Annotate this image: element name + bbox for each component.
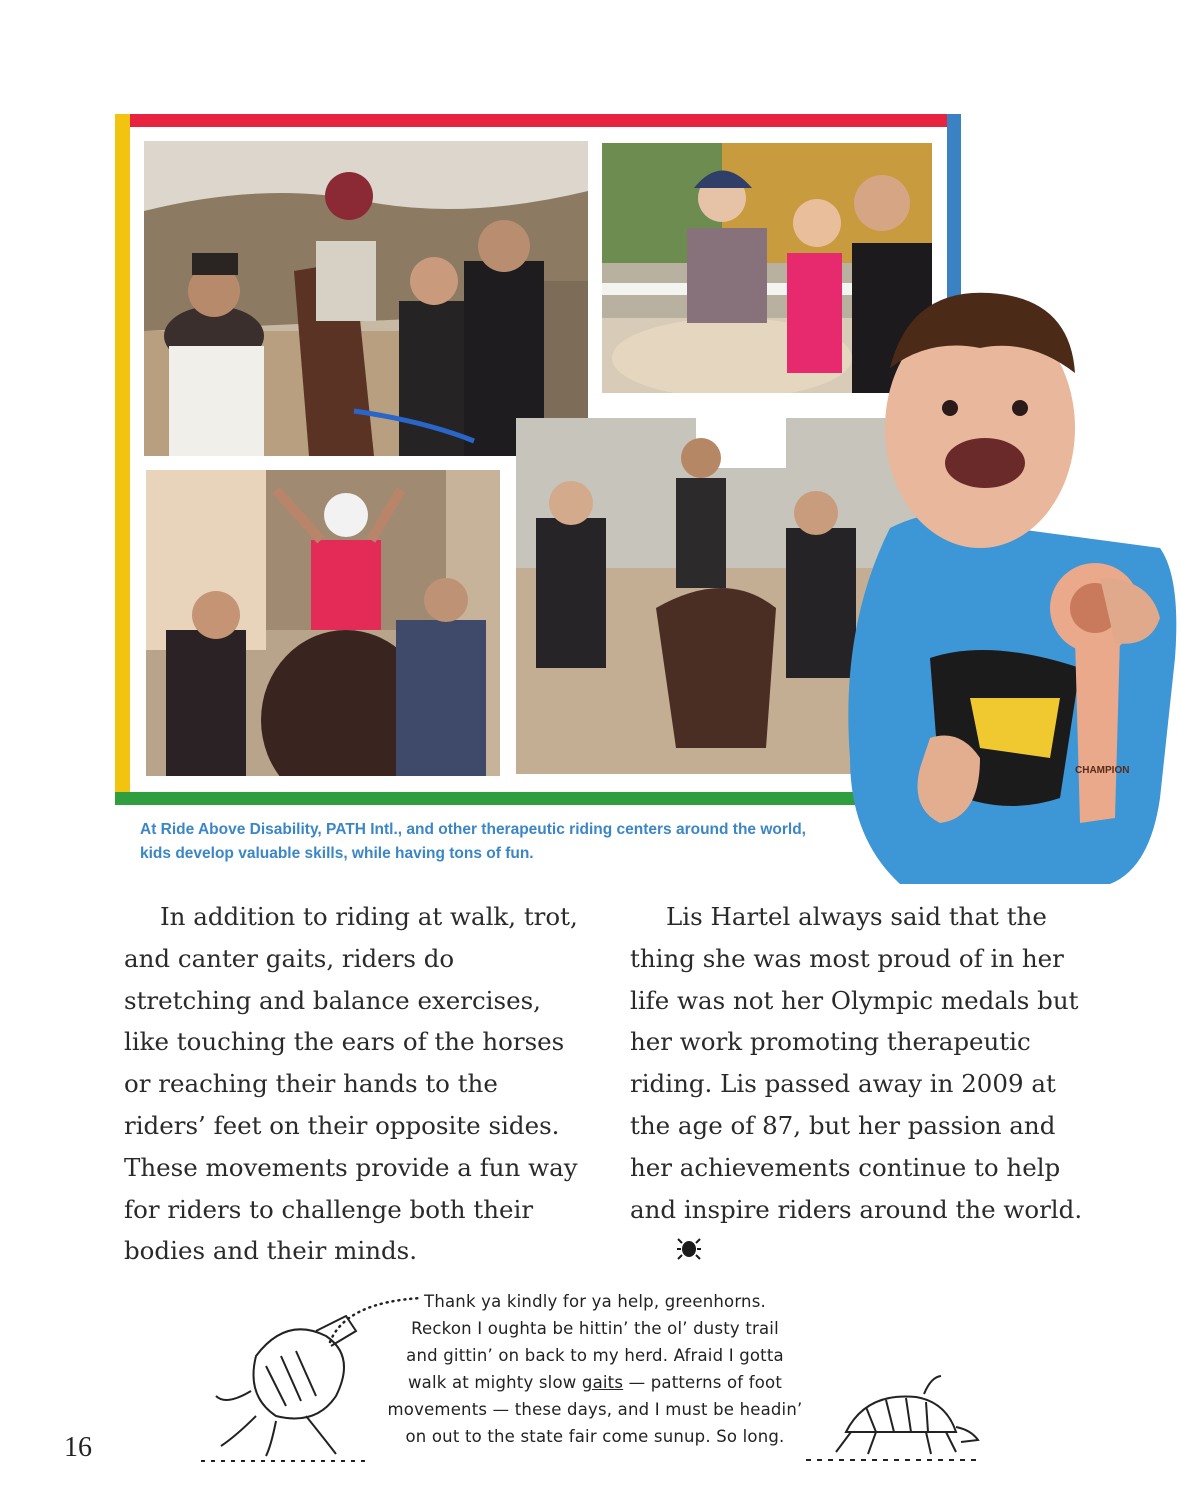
speech-term-gaits: gaits (581, 1373, 624, 1392)
cartoon-speech-text (380, 1288, 810, 1450)
speech-line-5: movements — these days, and I must be headin’ (387, 1400, 803, 1419)
speech-line-1: Thank ya kindly for ya help, greenhorns. (424, 1292, 766, 1311)
body-column-left (124, 896, 584, 1272)
page-number: 16 (64, 1432, 92, 1463)
body-paragraph-left: In addition to riding at walk, trot, and canter gaits, riders do stretching and balance exercises, like touching the ears of the horses or reaching their hands to the riders’ feet on their opposite sides. These movements provide a fun way for riders to challenge both their bodies and their minds. (124, 902, 578, 1266)
body-paragraph-right (630, 896, 1100, 1274)
caption-line-1: At Ride Above Disability, PATH Intl., and other therapeutic riding centers around the world, (140, 821, 806, 838)
speech-line-2: Reckon I oughta be hittin’ the ol’ dusty trail (411, 1319, 779, 1338)
frame-bottom-border (115, 792, 935, 805)
body-column-right (630, 896, 1100, 1274)
speech-line-4 (380, 1369, 810, 1396)
speech-line-6: on out to the state fair come sunup. So long. (405, 1427, 785, 1446)
caption-line-2: kids develop valuable skills, while having tons of fun. (140, 845, 534, 862)
ribbon-label: CHAMPION (1075, 765, 1130, 776)
photo-volunteers-leading-horse (144, 141, 588, 456)
speech-line-4-end: — patterns of foot (623, 1373, 783, 1392)
photo-boy-with-champion-ribbon (830, 278, 1181, 884)
speech-line-3: and gittin’ on back to my herd. Afraid I gotta (406, 1346, 784, 1365)
body-paragraph-right-text: Lis Hartel always said that the thing she was most proud of in her life was not her Olympic medals but her work promoting therapeutic riding. Lis passed away in 2009 at the age of 87, but her passion and her achievements continue to help and inspire riders around the world. (630, 902, 1083, 1224)
end-mark-beetle-icon (640, 1232, 702, 1274)
frame-top-border (129, 114, 961, 127)
photo-caption (140, 818, 900, 866)
cartoon-armadillo-walking (806, 1372, 982, 1464)
frame-left-border (115, 114, 130, 804)
speech-line-4-start: walk at mighty slow (407, 1373, 582, 1392)
photo-child-balancing-on-horse (146, 470, 500, 776)
